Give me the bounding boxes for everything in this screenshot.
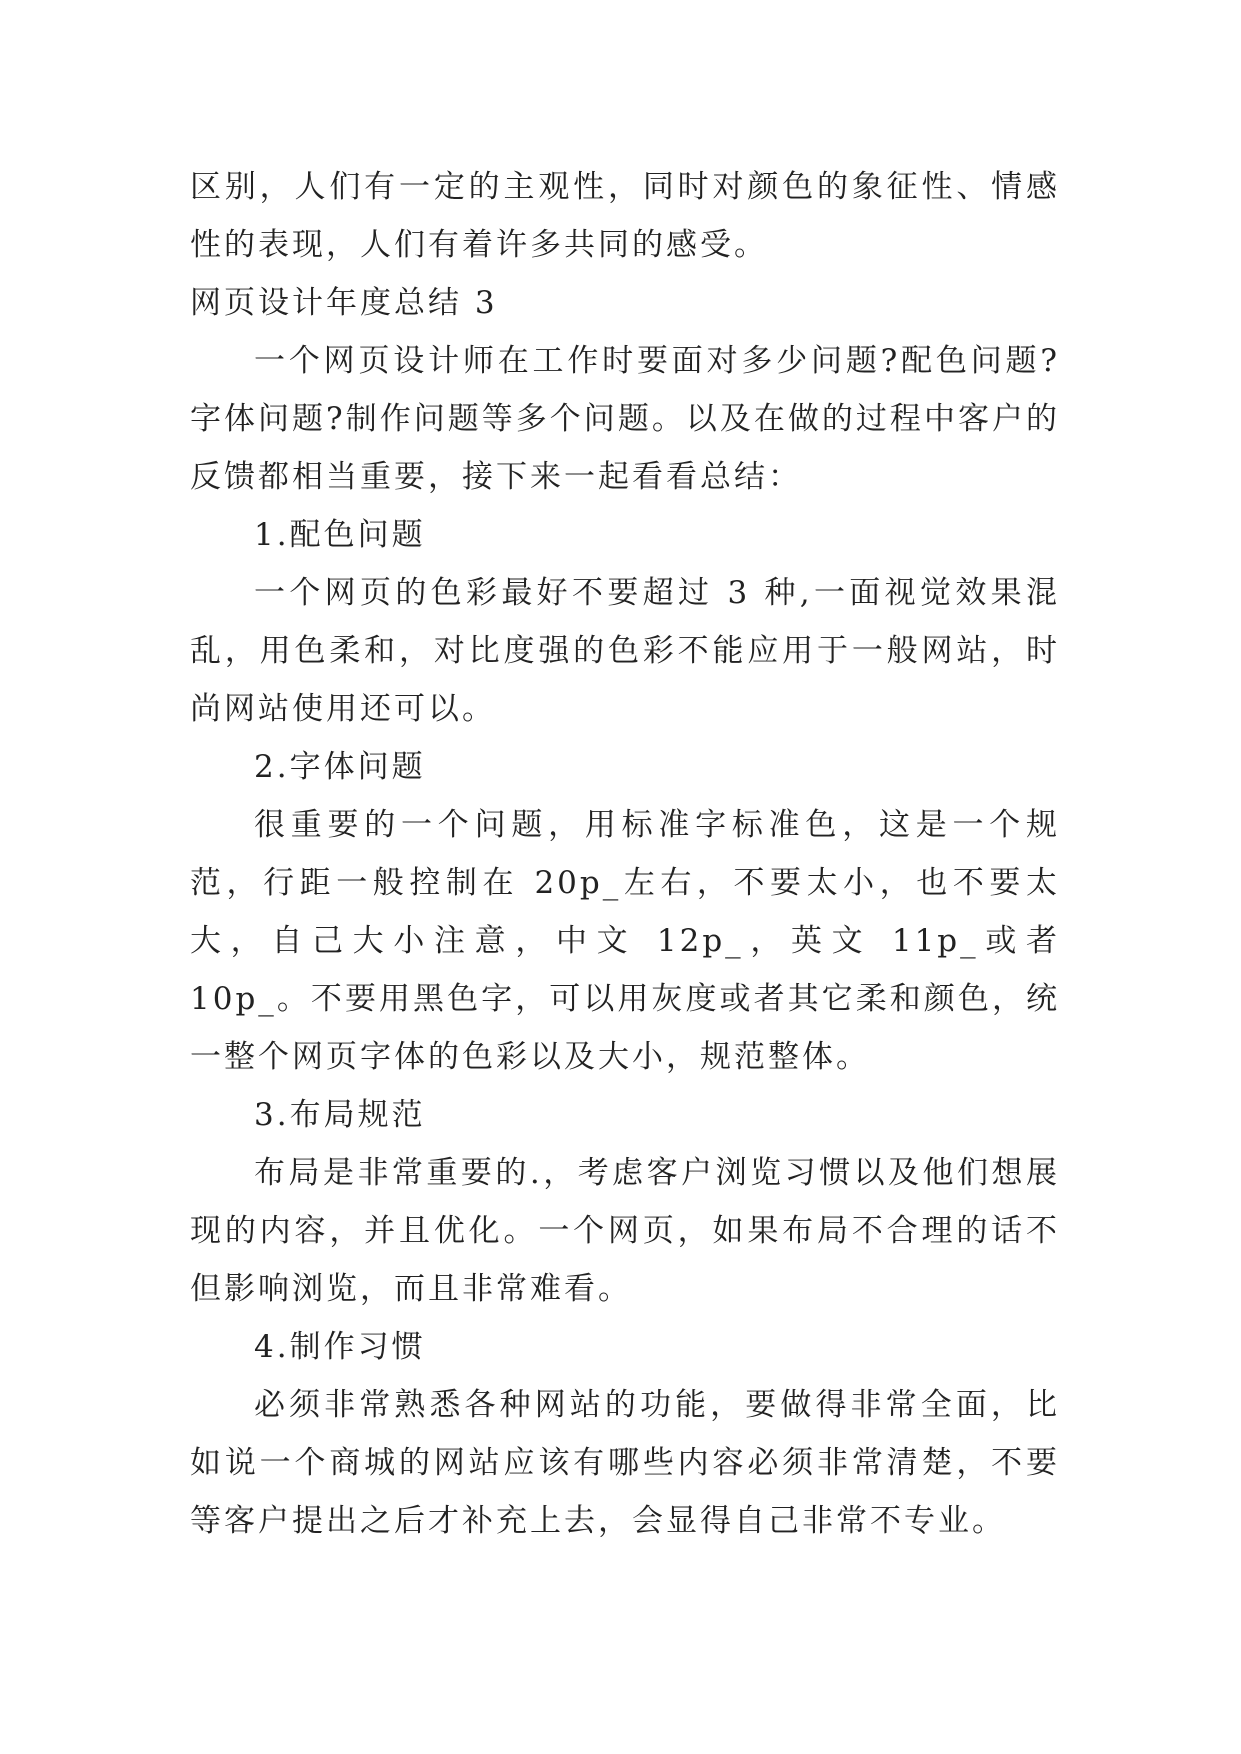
- item-body-color: 一个网页的色彩最好不要超过 3 种,一面视觉效果混乱，用色柔和，对比度强的色彩不能应用于一般网站，时尚网站使用还可以。: [190, 575, 1060, 727]
- item-heading-color: 1.配色问题: [254, 517, 426, 553]
- item-body-font: 很重要的一个问题，用标准字标准色，这是一个规范，行距一般控制在 20p_左右，不要太小，也不要太大，自己大小注意，中文 12p_，英文 11p_或者 10p_。不要用黑色字，可以用灰度或者其它柔和颜色，统一整个网页字体的色彩以及大小，规范整体。: [190, 807, 1060, 1075]
- intro-paragraph: 区别，人们有一定的主观性，同时对颜色的象征性、情感性的表现，人们有着许多共同的感受。: [190, 169, 1060, 263]
- document-body: [190, 158, 1060, 1550]
- item-heading-layout: 3.布局规范: [254, 1097, 426, 1133]
- item-body-habits: 必须非常熟悉各种网站的功能，要做得非常全面，比如说一个商城的网站应该有哪些内容必须非常清楚，不要等客户提出之后才补充上去，会显得自己非常不专业。: [190, 1387, 1060, 1539]
- section-intro-paragraph: 一个网页设计师在工作时要面对多少问题?配色问题?字体问题?制作问题等多个问题。以及在做的过程中客户的反馈都相当重要，接下来一起看看总结：: [190, 343, 1060, 495]
- item-heading-habits: 4.制作习惯: [254, 1329, 426, 1365]
- section-title: 网页设计年度总结 3: [190, 285, 498, 321]
- item-body-layout: 布局是非常重要的.，考虑客户浏览习惯以及他们想展现的内容，并且优化。一个网页，如果布局不合理的话不但影响浏览，而且非常难看。: [190, 1155, 1060, 1307]
- item-heading-font: 2.字体问题: [254, 749, 426, 785]
